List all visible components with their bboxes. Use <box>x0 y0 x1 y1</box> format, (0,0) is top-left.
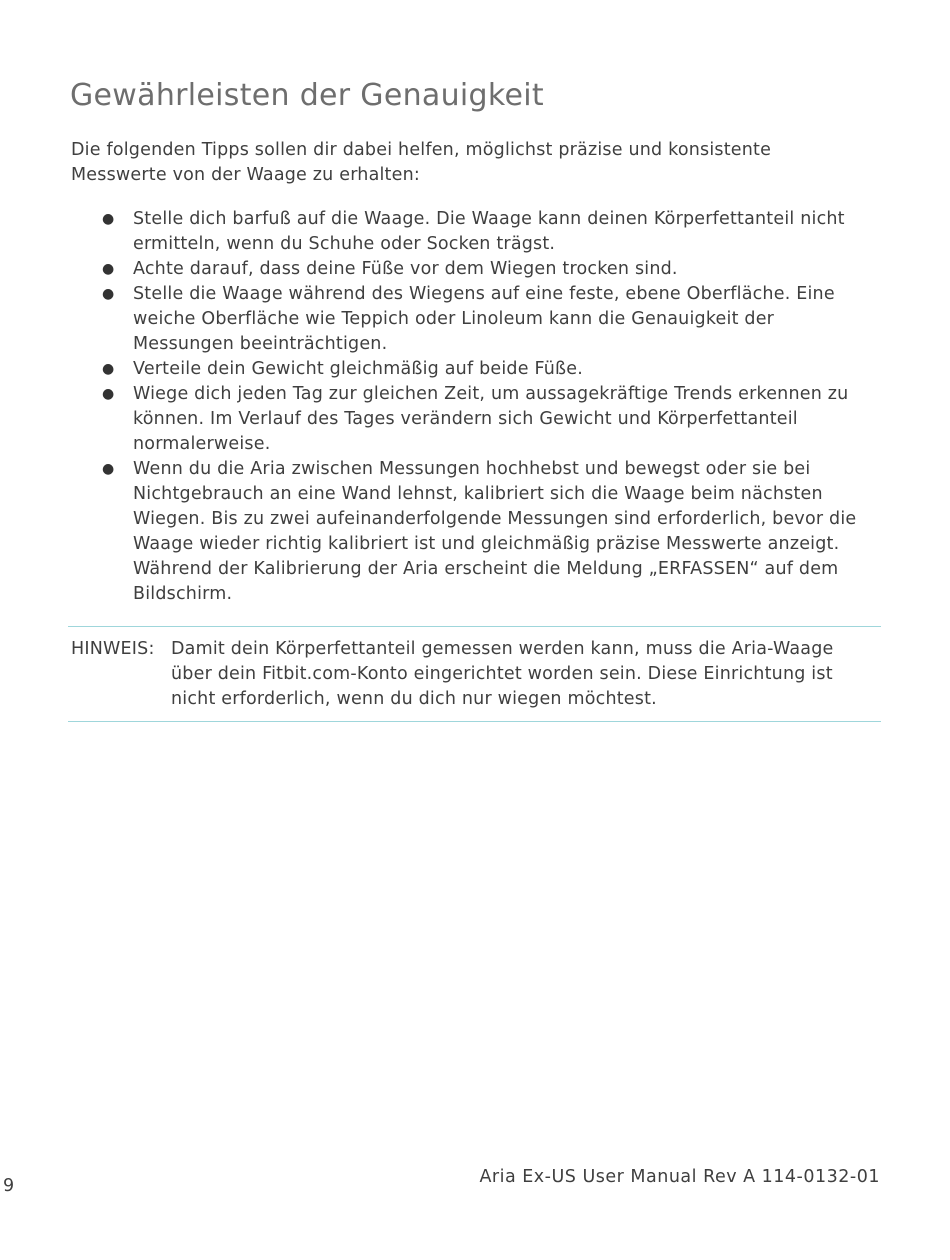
list-item <box>100 357 880 382</box>
list-item-text: Stelle die Waage während des Wiegens auf eine feste, ebene Oberfläche. Eine weiche Oberfläche wie Teppich oder Linoleum kann die Genauigkeit der Messungen beeinträchtigen. <box>133 284 835 354</box>
list-item-text: Achte darauf, dass deine Füße vor dem Wiegen trocken sind. <box>133 259 678 279</box>
bullet-icon: ● <box>102 386 115 402</box>
intro-paragraph: Die folgenden Tipps sollen dir dabei helfen, möglichst präzise und konsistente Messwerte von der Waage zu erhalten: <box>71 140 772 185</box>
footer-manual-title: Aria Ex-US User Manual Rev A 114-0132-01 <box>479 1167 880 1187</box>
note-label: HINWEIS: <box>71 639 155 659</box>
list-item <box>100 382 880 457</box>
note-top-divider <box>68 626 881 627</box>
page-number: 9 <box>3 1176 15 1196</box>
list-item-text: Wenn du die Aria zwischen Messungen hochhebst und bewegst oder sie bei Nichtgebrauch an eine Wand lehnst, kalibriert sich die Waage beim nächsten Wiegen. Bis zu zwei aufeinanderfolgende Messungen sind erforderlich, bevor die Waage wieder richtig kalibriert ist und gleichmäßig präzise Messwerte anzeigt. Während der Kalibrierung der Aria erscheint die Meldung „ERFASSEN“ auf dem Bildschirm. <box>133 459 857 604</box>
bullet-icon: ● <box>102 211 115 227</box>
list-item <box>100 457 880 607</box>
note-text: Damit dein Körperfettanteil gemessen werden kann, muss die Aria-Waage über dein Fitbit.com-Konto eingerichtet worden sein. Diese Einrichtung ist nicht erforderlich, wenn du dich nur wiegen möchtest. <box>171 639 834 709</box>
list-item <box>100 282 880 357</box>
section-heading: Gewährleisten der Genauigkeit <box>70 78 544 113</box>
list-item <box>100 257 880 282</box>
list-item-text: Stelle dich barfuß auf die Waage. Die Waage kann deinen Körperfettanteil nicht ermitteln, wenn du Schuhe oder Socken trägst. <box>133 209 845 254</box>
bullet-icon: ● <box>102 461 115 477</box>
bullet-icon: ● <box>102 261 115 277</box>
list-item-text: Verteile dein Gewicht gleichmäßig auf beide Füße. <box>133 359 583 379</box>
note-bottom-divider <box>68 721 881 722</box>
bullet-icon: ● <box>102 361 115 377</box>
bullet-icon: ● <box>102 286 115 302</box>
list-item-text: Wiege dich jeden Tag zur gleichen Zeit, um aussagekräftige Trends erkennen zu können. Im Verlauf des Tages verändern sich Gewicht und Körperfettanteil normalerweise. <box>133 384 849 454</box>
list-item <box>100 207 880 257</box>
tips-list <box>100 207 880 607</box>
